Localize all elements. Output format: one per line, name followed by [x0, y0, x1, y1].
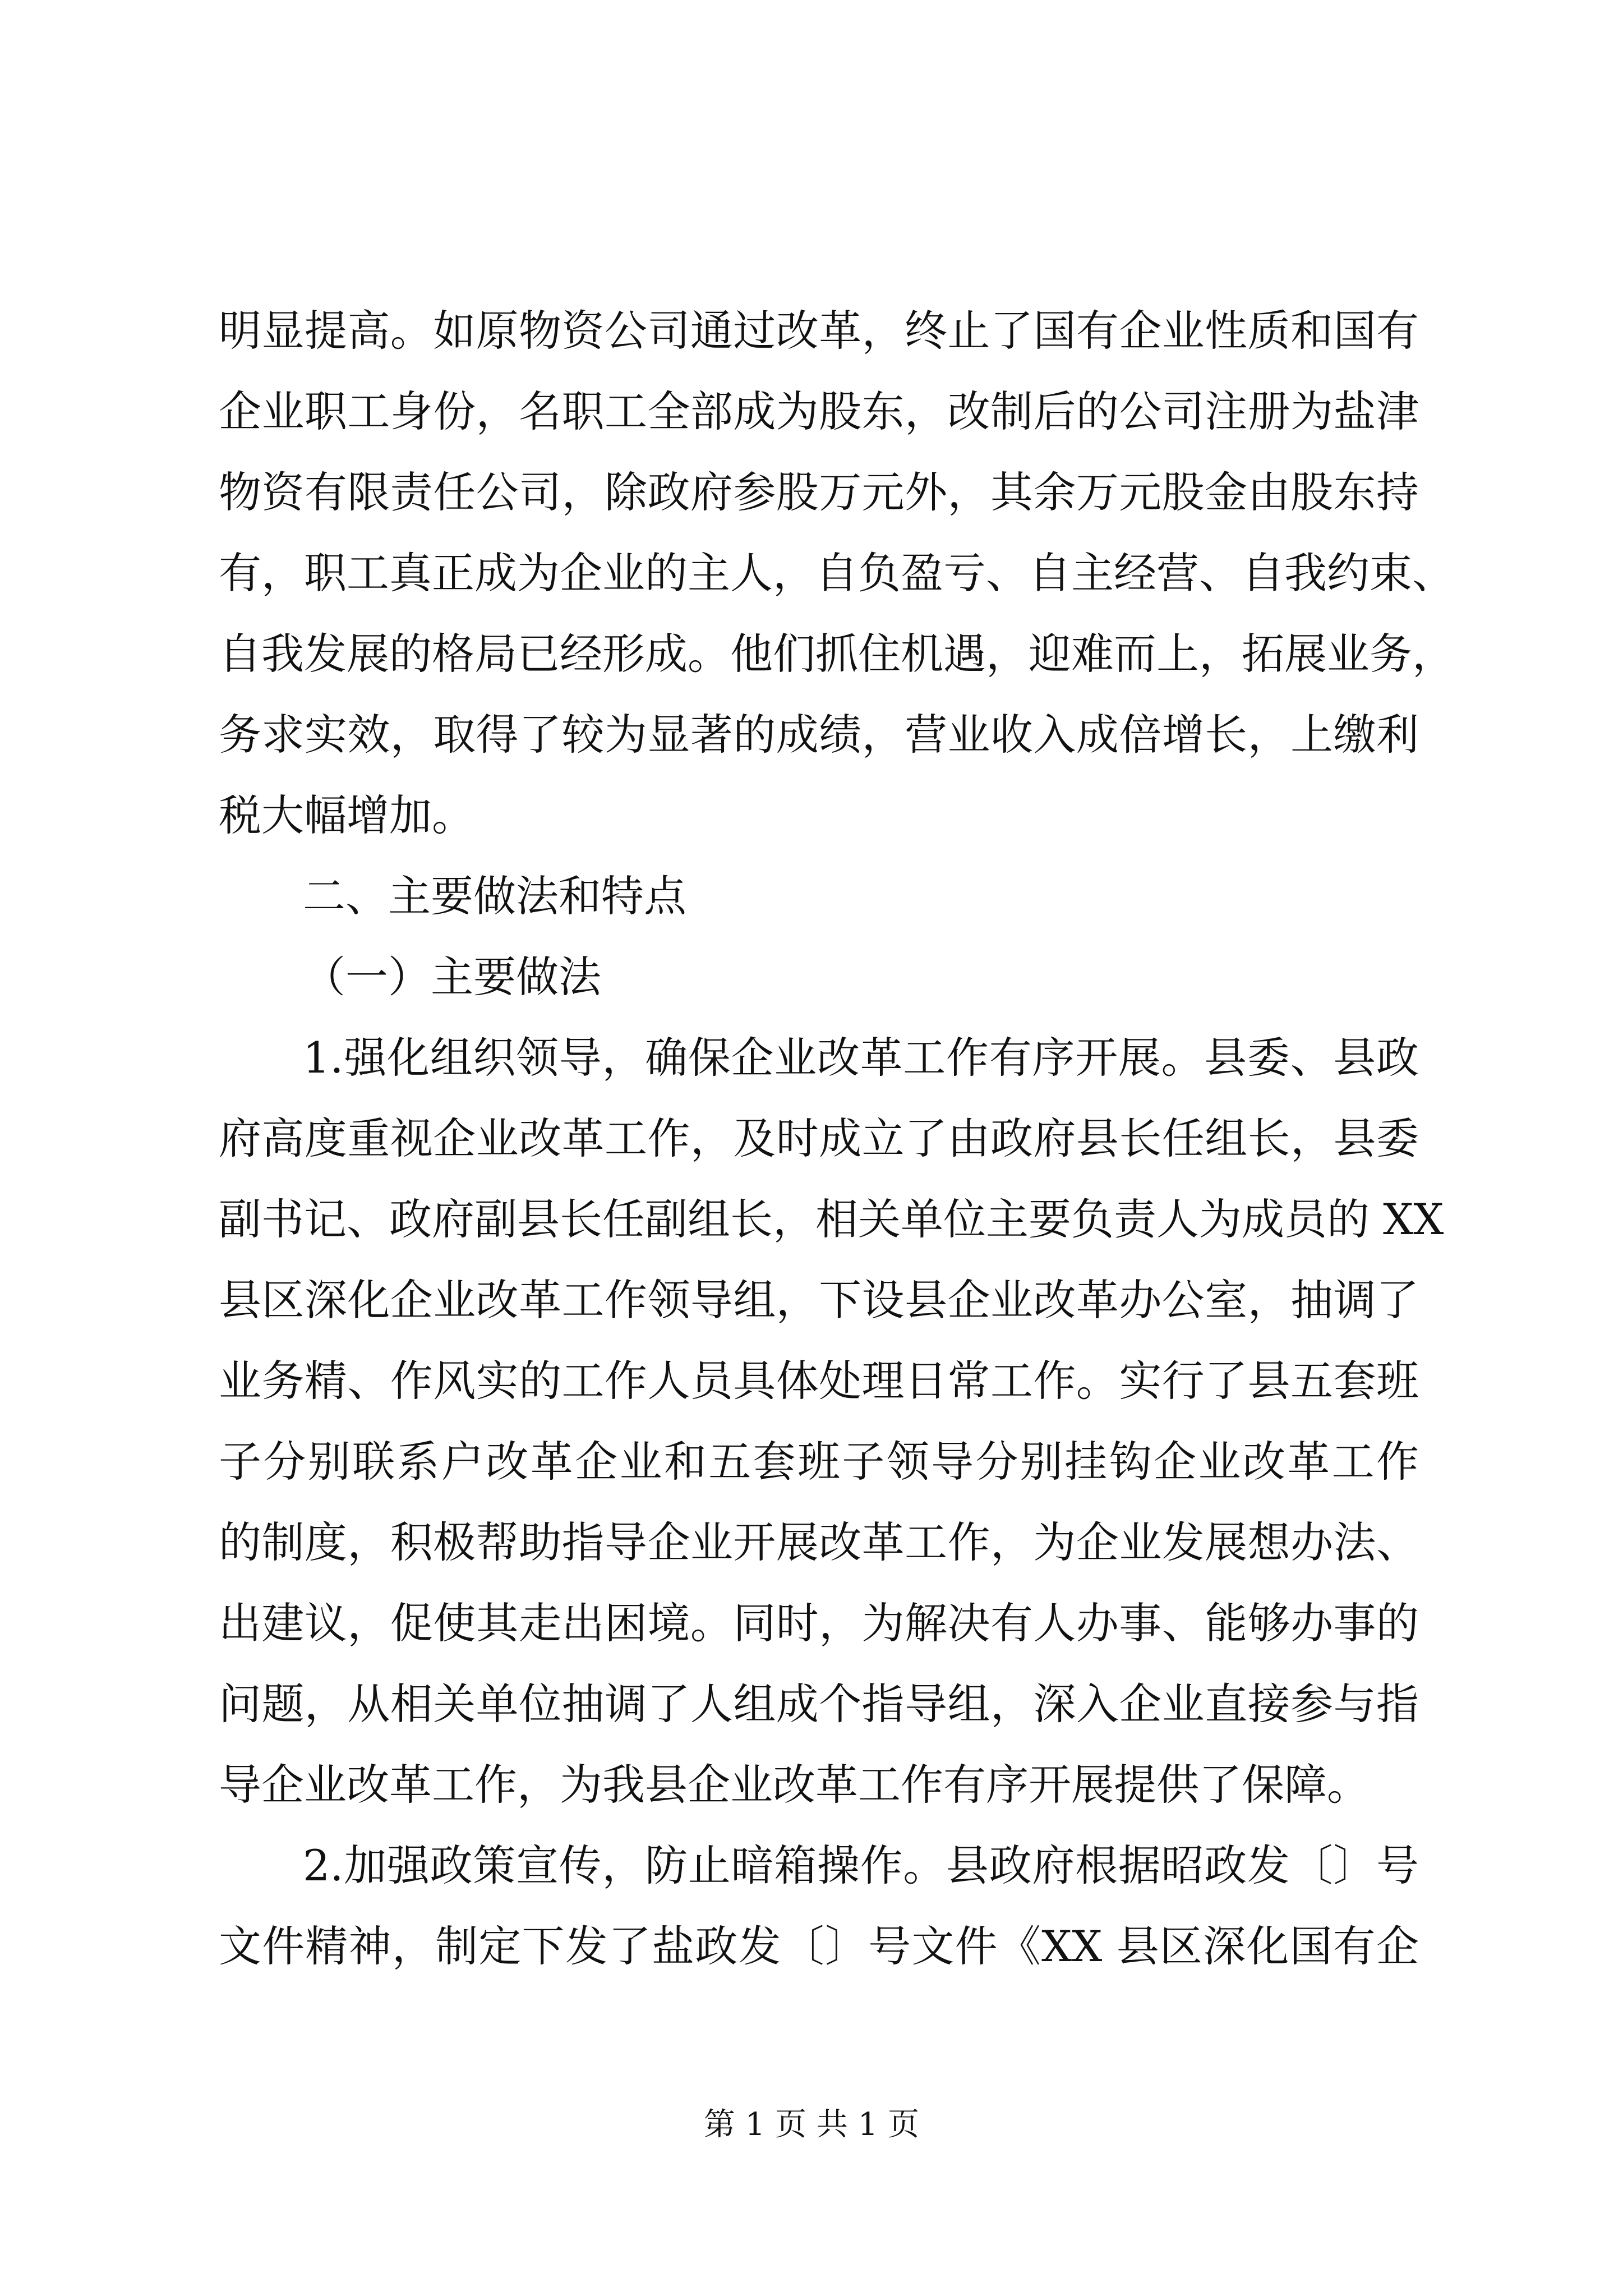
body-line: 2.加强政策宣传，防止暗箱操作。县政府根据昭政发〔〕号 — [303, 1841, 1419, 1890]
body-line: 自我发展的格局已经形成。他们抓住机遇，迎难而上，拓展业务， — [219, 629, 1455, 679]
body-line: 子分别联系户改革企业和五套班子领导分别挂钩企业改革工作 — [219, 1437, 1419, 1487]
body-line: 的制度，积极帮助指导企业开展改革工作，为企业发展想办法、 — [219, 1517, 1419, 1567]
body-line: 物资有限责任公司，除政府参股万元外，其余万元股金由股东持 — [219, 467, 1419, 517]
section-heading: 二、主要做法和特点 — [303, 871, 686, 921]
body-line: 务求实效，取得了较为显著的成绩，营业收入成倍增长，上缴利 — [219, 710, 1419, 760]
body-line: 1.强化组织领导，确保企业改革工作有序开展。县委、县政 — [303, 1033, 1419, 1083]
body-line: 文件精神，制定下发了盐政发〔〕号文件《XX 县区深化国有企 — [219, 1921, 1419, 1971]
body-line: 问题，从相关单位抽调了人组成个指导组，深入企业直接参与指 — [219, 1679, 1419, 1729]
body-line: 出建议，促使其走出困境。同时，为解决有人办事、能够办事的 — [219, 1598, 1419, 1648]
subsection-heading: （一）主要做法 — [303, 952, 601, 1002]
body-line: 业务精、作风实的工作人员具体处理日常工作。实行了县五套班 — [219, 1356, 1419, 1406]
body-line: 明显提高。如原物资公司通过改革，终止了国有企业性质和国有 — [219, 306, 1419, 356]
body-line: 府高度重视企业改革工作，及时成立了由政府县长任组长，县委 — [219, 1114, 1419, 1163]
body-line: 导企业改革工作，为我县企业改革工作有序开展提供了保障。 — [219, 1760, 1370, 1810]
body-line: 副书记、政府副县长任副组长，相关单位主要负责人为成员的 XX — [219, 1194, 1444, 1244]
body-line: 企业职工身份，名职工全部成为股东，改制后的公司注册为盐津 — [219, 386, 1419, 436]
body-line: 税大幅增加。 — [219, 790, 474, 840]
body-line: 有，职工真正成为企业的主人，自负盈亏、自主经营、自我约束、 — [219, 548, 1455, 598]
page-number-footer: 第 1 页 共 1 页 — [703, 2106, 920, 2143]
body-line: 县区深化企业改革工作领导组，下设县企业改革办公室，抽调了 — [219, 1275, 1419, 1325]
document-body — [219, 291, 1455, 1987]
